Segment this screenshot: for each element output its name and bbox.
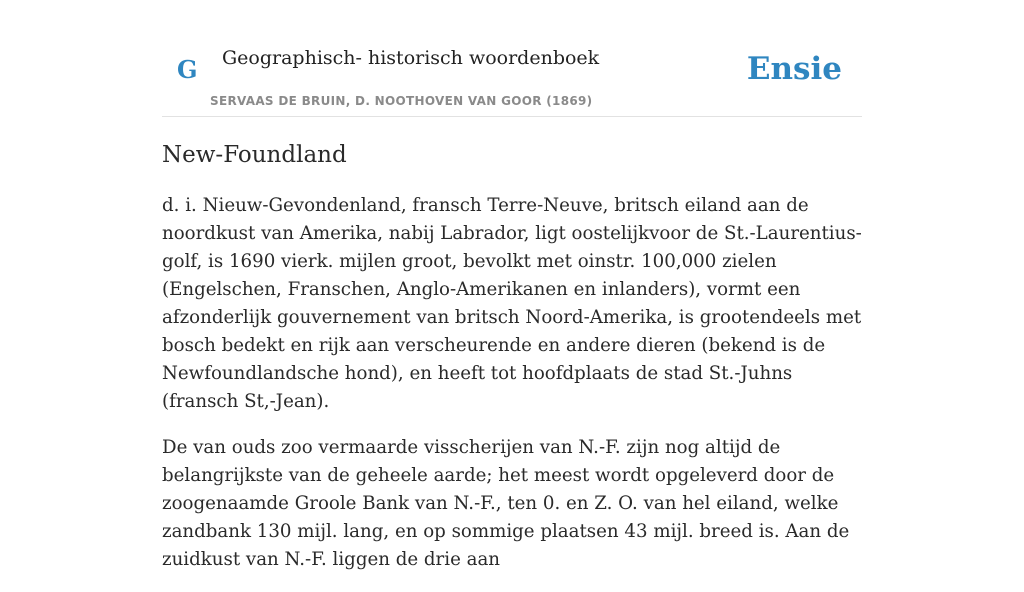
entry-paragraph: d. i. Nieuw-Gevondenland, fransch Terre-Neuve, britsch eiland aan de noordkust van Amerika, nabij Labrador, ligt oostelijkvoor de St.-Laurentius-golf, is 1690 vierk. mijlen groot, bevolkt met oinstr. 100,000 zielen (Engelschen, Franschen, Anglo-Amerikanen en inlanders), vormt een afzonderlijk gouvernement van britsch Noord-Amerika, is grootendeels met bosch bedekt en rijk aan verscheurende en andere dieren (bekend is de Newfoundlandsche hond), en heeft tot hoofdplaats de stad St.-Juhns (fransch St,-Jean).: [162, 195, 862, 412]
dictionary-logo-icon[interactable]: G: [177, 55, 198, 84]
book-title-link[interactable]: Geographisch- historisch woordenboek: [222, 47, 600, 69]
entry-title: New-Foundland: [162, 142, 347, 168]
entry-body: [162, 192, 862, 592]
ensie-logo-link[interactable]: Ensie: [746, 51, 842, 87]
site-header: [162, 0, 862, 117]
book-author: SERVAAS DE BRUIN, D. NOOTHOVEN VAN GOOR (1869): [210, 94, 593, 108]
entry-paragraph: De van ouds zoo vermaarde visscherijen van N.-F. zijn nog altijd de belangrijkste van de geheele aarde; het meest wordt opgeleverd door de zoogenaamde Groole Bank van N.-F., ten 0. en Z. O. van hel eiland, welke zandbank 130 mijl. lang, en op sommige plaatsen 43 mijl. breed is. Aan de zuidkust van N.-F. liggen de drie aan: [162, 437, 850, 570]
